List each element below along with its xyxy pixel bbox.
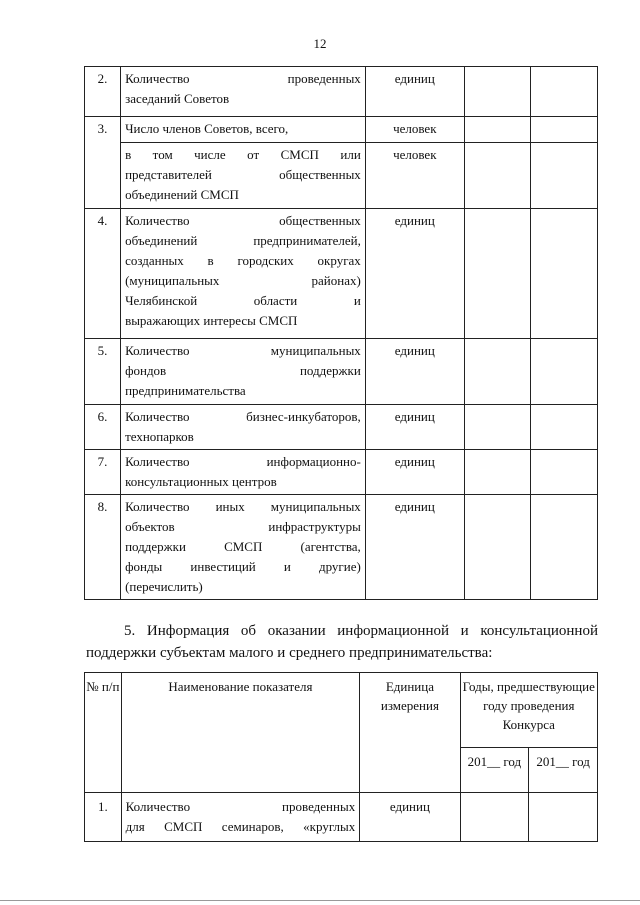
row-number: 7. <box>85 450 121 495</box>
value-cell[interactable] <box>531 450 598 495</box>
indicator-line: Количество информационно- <box>125 454 361 469</box>
row-number: 4. <box>85 209 121 339</box>
indicator-name <box>121 143 366 209</box>
indicator-line: Количество общественных <box>125 213 361 228</box>
page-number: 12 <box>313 36 327 51</box>
indicator-line: объединений предпринимателей, <box>125 233 361 248</box>
indicator-line: в том числе от СМСП или <box>125 147 361 162</box>
section-5-line-1: 5. Информация об оказании информационной и консультационной <box>124 623 598 639</box>
indicator-name <box>121 339 366 405</box>
support-table <box>84 672 598 842</box>
indicator-line: поддержки СМСП (агентства, <box>125 539 361 554</box>
indicator-name <box>121 450 366 495</box>
page-bottom-rule <box>0 900 640 901</box>
value-cell[interactable] <box>531 209 598 339</box>
indicator-line: предпринимательства <box>125 383 246 398</box>
indicator-line: консультационных центров <box>125 474 277 489</box>
indicator-name <box>121 405 366 450</box>
indicator-line: представителей общественных <box>125 167 361 182</box>
indicator-line: технопарков <box>125 429 194 444</box>
indicator-line: Количество проведенных <box>125 71 361 86</box>
indicator-line: (перечислить) <box>125 579 203 594</box>
unit-cell: единиц <box>365 339 464 405</box>
unit-cell: единиц <box>360 793 460 842</box>
section-5-heading <box>86 620 598 664</box>
value-cell[interactable] <box>464 117 531 143</box>
value-cell[interactable] <box>531 67 598 117</box>
indicator-line: для СМСП семинаров, «круглых <box>125 819 356 834</box>
indicator-line: Количество иных муниципальных <box>125 499 361 514</box>
indicator-name <box>121 209 366 339</box>
value-cell[interactable] <box>464 143 531 209</box>
value-cell[interactable] <box>464 450 531 495</box>
table-row <box>85 450 598 495</box>
indicator-line: фондов поддержки <box>125 363 361 378</box>
indicator-line: Челябинской области и <box>125 293 361 308</box>
row-number: 5. <box>85 339 121 405</box>
row-number: 1. <box>85 793 122 842</box>
indicator-name <box>121 117 366 143</box>
value-cell[interactable] <box>460 793 529 842</box>
header-name: Наименование показателя <box>121 673 360 793</box>
indicator-line: заседаний Советов <box>125 91 230 106</box>
unit-cell: единиц <box>365 405 464 450</box>
value-cell[interactable] <box>464 209 531 339</box>
section-5-line-2: поддержки субъектам малого и среднего предпринимательства: <box>86 645 493 661</box>
row-number: 8. <box>85 495 121 600</box>
indicator-name <box>121 67 366 117</box>
row-number: 6. <box>85 405 121 450</box>
value-cell[interactable] <box>529 793 598 842</box>
indicator-line: фонды инвестиций и другие) <box>125 559 361 574</box>
indicator-line: объединений СМСП <box>125 187 239 202</box>
value-cell[interactable] <box>531 339 598 405</box>
table-row <box>85 339 598 405</box>
value-cell[interactable] <box>464 495 531 600</box>
table-row <box>85 117 598 143</box>
unit-cell: человек <box>365 143 464 209</box>
row-number: 3. <box>85 117 121 209</box>
indicator-name <box>121 495 366 600</box>
unit-cell: единиц <box>365 209 464 339</box>
table-row <box>85 67 598 117</box>
indicator-line: (муниципальных районах) <box>125 273 361 288</box>
table-row <box>85 793 598 842</box>
table-row <box>85 495 598 600</box>
value-cell[interactable] <box>531 143 598 209</box>
table-row <box>85 209 598 339</box>
infrastructure-table <box>84 66 598 600</box>
table-row <box>85 143 598 209</box>
unit-cell: единиц <box>365 67 464 117</box>
value-cell[interactable] <box>464 67 531 117</box>
header-year-2: 201__ год <box>529 748 598 793</box>
table-row <box>85 405 598 450</box>
indicator-line: созданных в городских округах <box>125 253 361 268</box>
indicator-line: Число членов Советов, всего, <box>125 121 289 136</box>
value-cell[interactable] <box>464 405 531 450</box>
value-cell[interactable] <box>531 495 598 600</box>
value-cell[interactable] <box>531 117 598 143</box>
header-years: Годы, предшествующие году проведения Конкурса <box>460 673 597 748</box>
indicator-line: объектов инфраструктуры <box>125 519 361 534</box>
unit-cell: единиц <box>365 450 464 495</box>
indicator-line: Количество муниципальных <box>125 343 361 358</box>
header-num: № п/п <box>85 673 122 793</box>
value-cell[interactable] <box>464 339 531 405</box>
row-number: 2. <box>85 67 121 117</box>
header-year-1: 201__ год <box>460 748 529 793</box>
header-unit: Единица измерения <box>360 673 460 793</box>
indicator-line: выражающих интересы СМСП <box>125 313 298 328</box>
indicator-line: Количество бизнес-инкубаторов, <box>125 409 361 424</box>
indicator-name <box>121 793 360 842</box>
value-cell[interactable] <box>531 405 598 450</box>
unit-cell: единиц <box>365 495 464 600</box>
unit-cell: человек <box>365 117 464 143</box>
indicator-line: Количество проведенных <box>125 799 356 814</box>
